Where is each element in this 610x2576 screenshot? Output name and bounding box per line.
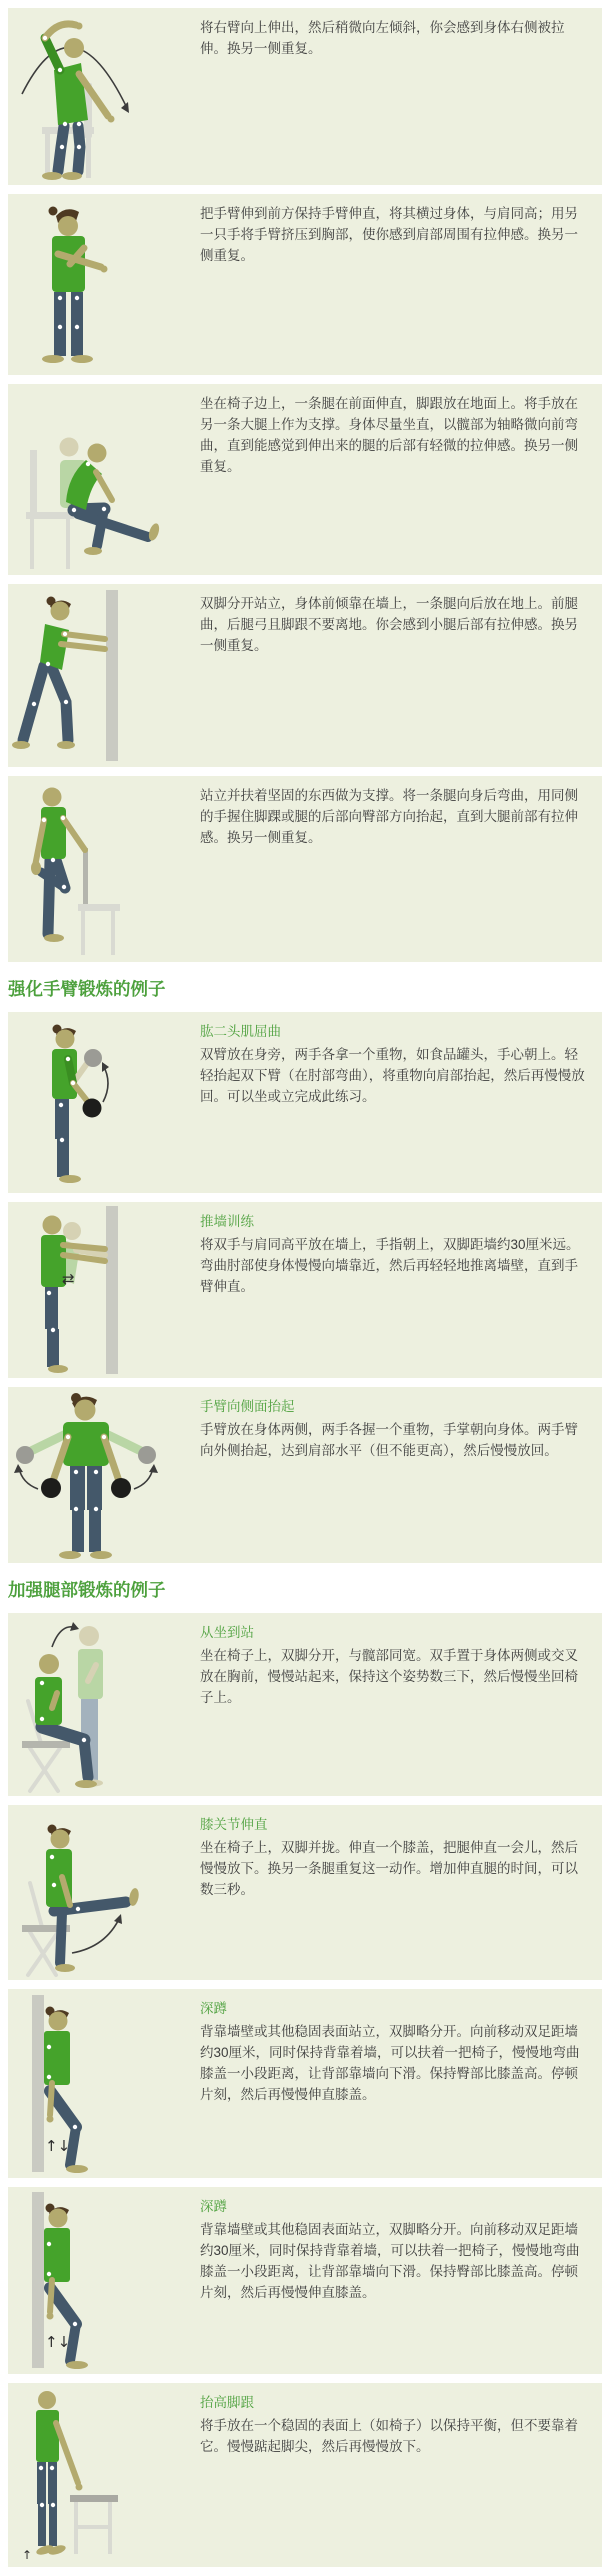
figure <box>31 788 85 943</box>
figure <box>41 1393 131 1559</box>
seated-hamstring-stretch-illustration <box>8 384 200 575</box>
exercise-panel <box>8 1805 602 1980</box>
wall <box>32 2192 44 2368</box>
sit-to-stand-illustration <box>8 1613 200 1796</box>
exercise-panel <box>8 1387 602 1563</box>
weight-black <box>83 1099 102 1118</box>
sit-to-stand-drawing <box>8 1613 200 1796</box>
exercise-text: 手臂放在身体两侧，两手各握一个重物，手掌朝向身体。两手臂向外侧抬起，达到肩部水平（但不能更高），然后慢慢放回。 <box>200 1422 578 1458</box>
exercise-text: 坐在椅子上，双脚分开，与髋部同宽。双手置于身体两侧或交叉放在胸前，慢慢站起来，保持这个姿势数三下，然后慢慢坐回椅子上。 <box>200 1648 578 1705</box>
exercise-title: 手臂向侧面抬起 <box>200 1399 295 1414</box>
exercise-panel <box>8 1613 602 1796</box>
exercise-text: 双臂放在身旁，两手各拿一个重物，如食品罐头，手心朝上。轻轻抬起双下臂（在肘部弯曲），将重物向肩部抬起，然后再慢慢放回。可以坐或立完成此练习。 <box>200 1047 585 1104</box>
knee-extension-illustration <box>8 1805 200 1980</box>
seated-hamstring-stretch-drawing <box>8 384 200 575</box>
exercise-panel <box>8 1989 602 2178</box>
exercise-text: 将手放在一个稳固的表面上（如椅子）以保持平衡，但不要靠着它。慢慢踮起脚尖，然后再慢慢放下。 <box>200 2418 578 2454</box>
wall-squat-drawing <box>8 1989 200 2178</box>
exercise-panel <box>8 1012 602 1193</box>
motion-annotation: ↑ <box>22 2548 33 2562</box>
wall <box>106 590 118 761</box>
chair <box>70 2495 118 2554</box>
heel-raise-drawing <box>8 2383 200 2567</box>
wall-squat-drawing <box>8 2187 200 2374</box>
exercise-text: 背靠墙壁或其他稳固表面站立，双脚略分开。向前移动双足距墙约30厘米，同时保持背靠着墙，可以扶着一把椅子，慢慢地弯曲膝盖一小段距离，让背部靠墙向下滑。保持臀部比膝盖高。停顿片刻，然后再慢慢伸直膝盖。 <box>200 2222 580 2300</box>
lateral-arm-raise-illustration <box>8 1387 200 1563</box>
exercise-panel <box>8 8 602 185</box>
weight-black <box>111 1478 131 1498</box>
calf-stretch-drawing <box>8 584 200 767</box>
exercise-title: 深蹲 <box>200 2199 227 2214</box>
exercise-text: 站立并扶着坚固的东西做为支撑。将一条腿向身后弯曲，用同侧的手握住脚踝或腿的后部向臀部方向抬起，直到大腿前部有拉伸感。换另一侧重复。 <box>200 788 578 845</box>
motion-annotation: ⇄ <box>62 1270 75 1288</box>
exercise-panel <box>8 194 602 375</box>
figure <box>46 1825 140 1973</box>
motion-annotation: ↑↓ <box>45 2137 71 2155</box>
exercise-title: 深蹲 <box>200 2001 227 2016</box>
wall <box>106 1206 118 1374</box>
exercise-panel <box>8 2383 602 2567</box>
wall-squat-illustration <box>8 2187 200 2374</box>
exercise-panel <box>8 1202 602 1378</box>
heel-raise-illustration <box>8 2383 200 2567</box>
seated-side-stretch-drawing <box>8 8 200 185</box>
weight-gray <box>84 1049 102 1067</box>
exercise-text: 把手臂伸到前方保持手臂伸直，将其横过身体，与肩同高；用另一只手将手臂挤压到胸部，使你感到肩部周围有拉伸感。换另一侧重复。 <box>200 206 578 263</box>
arm-across-chest-illustration <box>8 194 200 375</box>
bicep-curl-drawing <box>8 1012 200 1193</box>
quad-stretch-illustration <box>8 776 200 962</box>
exercise-text: 背靠墙壁或其他稳固表面站立，双脚略分开。向前移动双足距墙约30厘米，同时保持背靠着墙，可以扶着一把椅子，慢慢地弯曲膝盖一小段距离，让背部靠墙向下滑。保持臀部比膝盖高。停顿片刻，然后再慢慢伸直膝盖。 <box>200 2024 580 2102</box>
chair <box>78 848 120 955</box>
exercise-title: 肱二头肌屈曲 <box>200 1024 281 1039</box>
wall-push-illustration <box>8 1202 200 1378</box>
exercise-panel <box>8 584 602 767</box>
exercise-text: 坐在椅子边上，一条腿在前面伸直，脚跟放在地面上。将手放在另一条大腿上作为支撑。身体尽量坐直，以髋部为轴略微向前弯曲，直到能感觉到伸出来的腿的后部有轻微的拉伸感。换另一侧重复。 <box>200 396 578 474</box>
seated-side-stretch-illustration <box>8 8 200 185</box>
knee-extension-drawing <box>8 1805 200 1980</box>
group-heading-arm-exercises: 强化手臂锻炼的例子 <box>8 979 166 999</box>
exercise-title: 从坐到站 <box>200 1625 254 1640</box>
figure <box>42 23 115 181</box>
exercise-panel <box>8 2187 602 2374</box>
exercise-text: 将右臂向上伸出，然后稍微向左倾斜，你会感到身体右侧被拉伸。换另一侧重复。 <box>200 20 565 56</box>
figure <box>12 597 105 750</box>
exercise-title: 推墙训练 <box>200 1214 254 1229</box>
exercise-text: 坐在椅子上，双脚并拢。伸直一个膝盖，把腿伸直一会儿，然后慢慢放下。换另一条腿重复这一动作。增加伸直腿的时间，可以数三秒。 <box>200 1840 578 1897</box>
exercise-text: 双脚分开站立，身体前倾靠在墙上，一条腿向后放在地上。前腿曲，后腿弓且脚跟不要离地。你会感到小腿后部有拉伸感。换另一侧重复。 <box>200 596 578 653</box>
exercise-panel <box>8 776 602 962</box>
lateral-arm-raise-drawing <box>8 1387 200 1563</box>
exercise-text: 将双手与肩同高平放在墙上，手指朝上，双脚距墙约30厘米远。弯曲肘部使身体慢慢向墙靠近，然后再轻轻地推离墙壁，直到手臂伸直。 <box>200 1237 580 1294</box>
exercise-title: 抬高脚跟 <box>200 2395 254 2410</box>
quad-stretch-drawing <box>8 776 200 962</box>
wall-push-drawing <box>8 1202 200 1378</box>
figure <box>52 1025 102 1184</box>
bicep-curl-illustration <box>8 1012 200 1193</box>
exercise-panel <box>8 384 602 575</box>
weight-black <box>41 1478 61 1498</box>
wall <box>32 1995 44 2172</box>
arm-across-chest-drawing <box>8 194 200 375</box>
calf-stretch-illustration <box>8 584 200 767</box>
motion-annotation: ↑↓ <box>45 2333 71 2351</box>
wall-squat-illustration <box>8 1989 200 2178</box>
figure <box>42 207 108 364</box>
exercise-title: 膝关节伸直 <box>200 1817 268 1832</box>
group-heading-leg-exercises: 加强腿部锻炼的例子 <box>8 1580 166 1600</box>
